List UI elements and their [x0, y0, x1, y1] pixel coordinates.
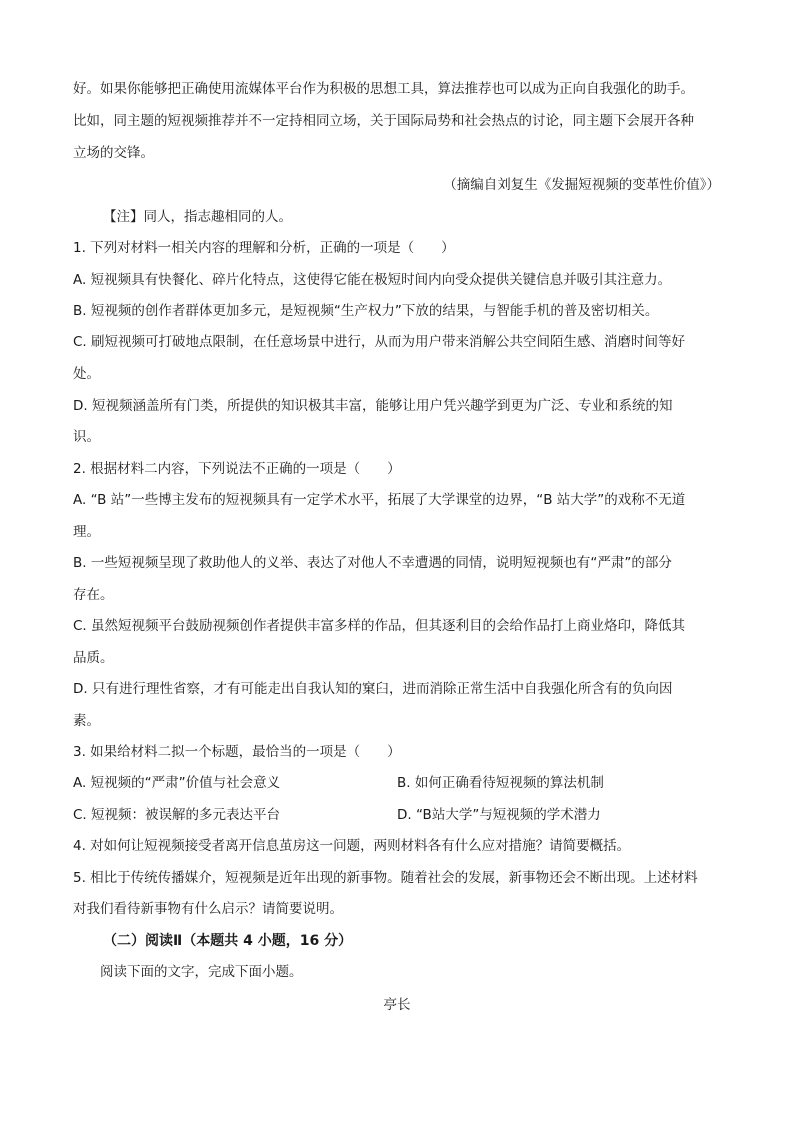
- question-1-option-d: D. 短视频涵盖所有门类，所提供的知识极其丰富，能够让用户凭兴趣学到更为广泛、专业和系统的知: [73, 398, 673, 414]
- question-1-option-b: B. 短视频的创作者群体更加多元，是短视频“生产权力”下放的结果，与智能手机的普及密切相关。: [73, 303, 659, 319]
- question-4: 4. 对如何让短视频接受者离开信息茧房这一问题，两则材料各有什么应对措施？请简要概括。: [73, 838, 631, 854]
- reading-instruction: 阅读下面的文字，完成下面小题。: [100, 964, 303, 980]
- passage-line-2: 比如，同主题的短视频推荐并不一定持相同立场，关于国际局势和社会热点的讨论，同主题下会展开各种: [73, 113, 694, 129]
- question-5-line-2: 对我们看待新事物有什么启示？请简要说明。: [73, 901, 343, 917]
- question-3-stem: 3. 如果给材料二拟一个标题，最恰当的一项是（ ）: [73, 744, 401, 760]
- question-5-line-1: 5. 相比于传统传播媒介，短视频是近年出现的新事物。随着社会的发展，新事物还会不断出现。上述材料: [73, 870, 698, 886]
- section-heading: （二）阅读Ⅱ（本题共 4 小题，16 分）: [103, 933, 353, 949]
- question-1-option-d-cont: 识。: [73, 429, 100, 445]
- annotation-note: 【注】同人，指志趣相同的人。: [103, 209, 292, 225]
- question-3-option-c: C. 短视频：被误解的多元表达平台: [73, 807, 281, 823]
- passage-line-3: 立场的交锋。: [73, 145, 154, 161]
- question-1-option-c-cont: 处。: [73, 366, 100, 382]
- question-2-option-a: A. “B 站”一些博主发布的短视频具有一定学术水平，拓展了大学课堂的边界，“B 站大学”的戏称不无道: [73, 492, 686, 508]
- question-2-stem: 2. 根据材料二内容，下列说法不正确的一项是（ ）: [73, 461, 401, 477]
- question-2-option-c-cont: 品质。: [73, 650, 114, 666]
- question-3-option-d: D. “B站大学”与短视频的学术潜力: [397, 807, 601, 823]
- question-2-option-d-cont: 素。: [73, 713, 100, 729]
- question-1-option-a: A. 短视频具有快餐化、碎片化特点，这使得它能在极短时间内向受众提供关键信息并吸引其注意力。: [73, 272, 672, 288]
- passage-line-1: 好。如果你能够把正确使用流媒体平台作为积极的思想工具，算法推荐也可以成为正向自我强化的助手。: [73, 81, 694, 97]
- question-2-option-a-cont: 理。: [73, 524, 100, 540]
- question-1-option-c: C. 刷短视频可打破地点限制，在任意场景中进行，从而为用户带来消解公共空间陌生感、消磨时间等好: [73, 334, 686, 350]
- question-2-option-b-cont: 存在。: [73, 587, 114, 603]
- question-1-stem: 1. 下列对材料一相关内容的理解和分析，正确的一项是（ ）: [73, 240, 455, 256]
- question-3-option-b: B. 如何正确看待短视频的算法机制: [397, 775, 604, 791]
- source-citation: （摘编自刘复生《发掘短视频的变革性价值》）: [443, 177, 720, 193]
- question-2-option-c: C. 虽然短视频平台鼓励视频创作者提供丰富多样的作品，但其逐利目的会给作品打上商业烙印，降低其: [73, 618, 686, 634]
- question-3-option-a: A. 短视频的“严肃”价值与社会意义: [73, 775, 281, 791]
- story-title: 亭长: [383, 997, 411, 1013]
- question-2-option-d: D. 只有进行理性省察，才有可能走出自我认知的窠臼，进而消除正常生活中自我强化所含有的负向因: [73, 681, 673, 697]
- question-2-option-b: B. 一些短视频呈现了救助他人的义举、表达了对他人不幸遭遇的同情，说明短视频也有“严肃”的部分: [73, 555, 672, 571]
